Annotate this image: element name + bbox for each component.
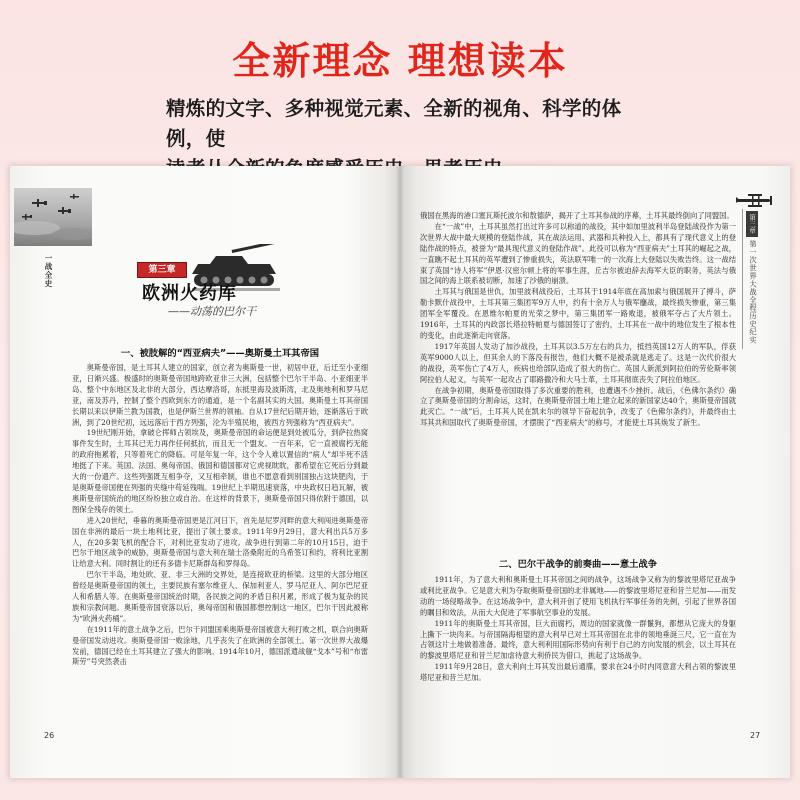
paragraph: 进入20世纪，垂暮的奥斯曼帝国更是江河日下，首先是尼罗河畔的意大利闯进奥斯曼帝国在非洲的最后一块土地利比亚，提出了领土要求。1911年9月29日，意大利出兵5万多人，在20多架飞机的配合下，对利比亚发动了进攻。战争进行到第二年的10月15日，迫于巴尔干地区战争的威胁，奥斯曼帝国与意大利在瑞士洛桑附近的乌希签订和约，将利比亚割让给意大利。同时割让的还有多德卡尼斯群岛和罗得岛。 bbox=[72, 515, 368, 569]
paragraph: 19世纪刚开始，拿破仑挥师占领埃及，奥斯曼帝国的命运便是到处被瓜分，到萨拉热窝事件发生时，土耳其已无力再作任何抵抗，而且无一个盟友。一百年来，它一直被腐朽无能的政府拖累着，只等着死亡的降临。可是年复一年，这个令人难以置信的“病人”却半死不活地挺了下来。英国、法国、奥匈帝国、俄国和德国都对它虎视眈眈，都希望在它死后分到最大的一份遗产。这些列强既互相争夺，又互相牵制，谁也不愿意看到别国独占这块肥肉，于是奥斯曼帝国便在列强的夹缝中苟延残喘。19世纪上半期迅速衰落，中央政权日趋瓦解，被奥斯曼帝国统治的地区纷纷独立或自治。在这样的背景下，奥斯曼帝国只得依附于德国，以图保全残存的领土。 bbox=[72, 428, 368, 514]
chapter-title: 欧洲火药库 bbox=[142, 283, 237, 304]
chapter-subtitle: ——动荡的巴尔干 bbox=[168, 305, 256, 318]
paragraph: 1911年的奥斯曼土耳其帝国，巨大而腐朽，周边的国家就像一群鬣狗，都想从它庞大的身躯上撕下一块肉来。与帝国隔海相望的意大利早已对土耳其帝国在北非的领地垂涎三尺，它一直在为占领这片土地做着准备。最终，意大利利用国际形势向有利于自己的方向发展的机会，以土耳其在的黎波里塔尼亚和昔兰尼加虐待意大利侨民为借口，挑起了这场战争。 bbox=[420, 618, 736, 661]
biplanes-photo bbox=[14, 188, 92, 246]
book-gutter bbox=[396, 166, 404, 778]
spine-title: 第一次世界大战全程历史纪实 bbox=[749, 240, 758, 344]
running-head: 一战全史 bbox=[44, 254, 53, 288]
paragraph: 1911年，为了意大利和奥斯曼土耳其帝国之间的战争，这场战争又称为的黎波里塔尼亚战争或利比亚战争。它是意大利为夺取奥斯曼帝国的北非属地——的黎波里塔尼亚和昔兰尼加——而发动的一场侵略战争。在这场战争中，意大利开创了使用飞机执行军事任务的先例，引起了世界各国的瞩目和效法，从而大大促进了军事航空事业的发展。 bbox=[420, 575, 736, 617]
page-number-right: 27 bbox=[750, 731, 761, 740]
biplane-icon bbox=[732, 191, 776, 209]
spine-chapter-tag: 第三章 bbox=[746, 211, 758, 237]
paragraph: 在战争初期，奥斯曼帝国取得了多次重要的胜利，也遭遇不少挫折。战后，《色佛尔条约》确立了奥斯曼帝国的分割命运，这时，在奥斯曼帝国土地上建立起来的新国家达40个，奥斯曼帝国就此灭亡。“一战”后，土耳其人民在凯末尔的领导下奋起抗争，改变了《色佛尔条约》，并最终由土耳其共和国取代了奥斯曼帝国，才摆脱了“西亚病夫”的称号，才能使土耳其焕发了新生。 bbox=[420, 385, 736, 428]
page-number-left: 26 bbox=[44, 731, 55, 740]
paragraph: 1911年9月28日，意大利向土耳其发出最后通牒，要求在24小时内同意意大利占领的黎波里塔尼亚和昔兰尼加。 bbox=[420, 662, 736, 683]
paragraph: 在“一战”中，土耳其虽然打出过许多可以称道的战役，其中如加里波利半岛登陆战役作为第一次世界大战中最大规模的登陆作战，其在战法运用、武器和兵种投入上，都具有了现代意义上的登陆作战的特点，被誉为“最具现代意义的登陆作战”。此役可以称为“西亚病夫”土耳其的崛起之战，一直瞧不起土耳其的英军遭到了惨重损失，英法联军唯一的一次海上大登陆以失败告终。这一战结束了英国“诗人将军”伊恩·汉密尔顿上将的军事生涯，丘吉尔被迫辞去海军大臣的职务，英法与俄国之间的海上联系被切断，加速了沙俄的崩溃。 bbox=[420, 221, 736, 286]
paragraph: 奥斯曼帝国，是土耳其人建立的国家，创立者为奥斯曼一世，初居中亚，后迁至小亚细亚，日渐兴盛。极盛时的奥斯曼帝国地跨欧亚非三大洲，包括整个巴尔干半岛、小亚细亚半岛、整个中东地区及北非的大部分，西达摩洛哥，东抵里海及波斯湾，北及奥地利和罗马尼亚，南及苏丹，控制了整个西欧到东方的通道，是一个名副其实的大国。奥斯曼土耳其帝国长期以来以伊斯兰教为国教，也是伊斯兰世界的领袖。自从17世纪后期开始，逐渐落后于欧洲，到了20世纪初，远远落后于西方列强，沦为半殖民地，被西方列强称为“西亚病夫”。 bbox=[72, 363, 368, 427]
paragraph: 在1911年的意土战争之后，巴尔干同盟国乘奥斯曼帝国被意大利打败之机，联合向奥斯曼帝国发动进攻。奥斯曼帝国一败涂地，几乎丧失了在欧洲的全部领土。第一次世界大战爆发前，德国已经在土耳其建立了强大的影响。1914年10月，德国派遣战舰“戈本”号和“布雷斯劳”号突然袭击 bbox=[72, 624, 368, 667]
right-body-text-bottom bbox=[420, 575, 736, 731]
right-body-text-top bbox=[420, 211, 736, 542]
chapter-tag: 第三章 bbox=[137, 262, 187, 278]
spine-rule bbox=[742, 209, 743, 349]
section-heading: 二、巴尔干战争的前奏曲——意土战争 bbox=[498, 559, 658, 570]
paragraph: 俄国在黑海的港口塞瓦斯托波尔和敖德萨，揭开了土耳其参战的序幕，土耳其最终倒向了同盟国。 bbox=[420, 211, 734, 220]
banner-title: 全新理念 理想读本 bbox=[232, 39, 568, 83]
left-body-text bbox=[72, 363, 368, 731]
section-heading: 一、被肢解的“西亚病夫”——奥斯曼土耳其帝国 bbox=[120, 348, 320, 359]
paragraph: 1917年英国人发动了加沙战役，土耳其以3.5万左右的兵力，抵挡英国12万人的军队，俘获英军9000人以上，但其余人的下落没有报告，他们大概不是被杀就是逃走了。这是一次代价很大的战役，英军伤亡了4万人，疾病也给部队造成了很大的伤亡。英国人新派到阿拉伯的劳伦斯率领阿拉伯人起义，与英军一起攻占了耶路撒冷和大马士革，土耳其彻底丧失了阿拉伯地区。 bbox=[420, 341, 736, 384]
paragraph: 土耳其与俄国是世仇，加里波利战役后，土耳其于1914年底在高加索与俄国展开了搏斗，萨勒卡默什战役中，土耳其第三集团军9万人中，约有十余万人与俄军鏖战，最终损失惨重，第三集团军全军覆没。在恩维尔帕夏的光荣之梦中，第三集团军一路败退，被俄军夺占了大片领土。1916年，土耳其的内政部长塔拉特帕夏与德国签订了密约，土耳其在一战中的地位发生了根本性的变化，由此逐渐走向衰落。 bbox=[420, 287, 736, 340]
paragraph: 巴尔干半岛，地处欧、亚、非三大洲的交界处，是连接欧亚的桥梁。这里的大部分地区曾经是奥斯曼帝国的领土，主要民族有塞尔维亚人、保加利亚人、罗马尼亚人、阿尔巴尼亚人和希腊人等。在奥斯曼帝国统治时期，各民族之间的矛盾日积月累，形成了极为复杂的民族和宗教问题。奥斯曼帝国衰落以后，奥匈帝国和俄国都想控制这一地区，巴尔干因此被称为“欧洲火药桶”。 bbox=[72, 570, 368, 623]
banner-subtitle-line: 精炼的文字、多种视觉元素、全新的视角、科学的体例，使 bbox=[166, 97, 622, 150]
